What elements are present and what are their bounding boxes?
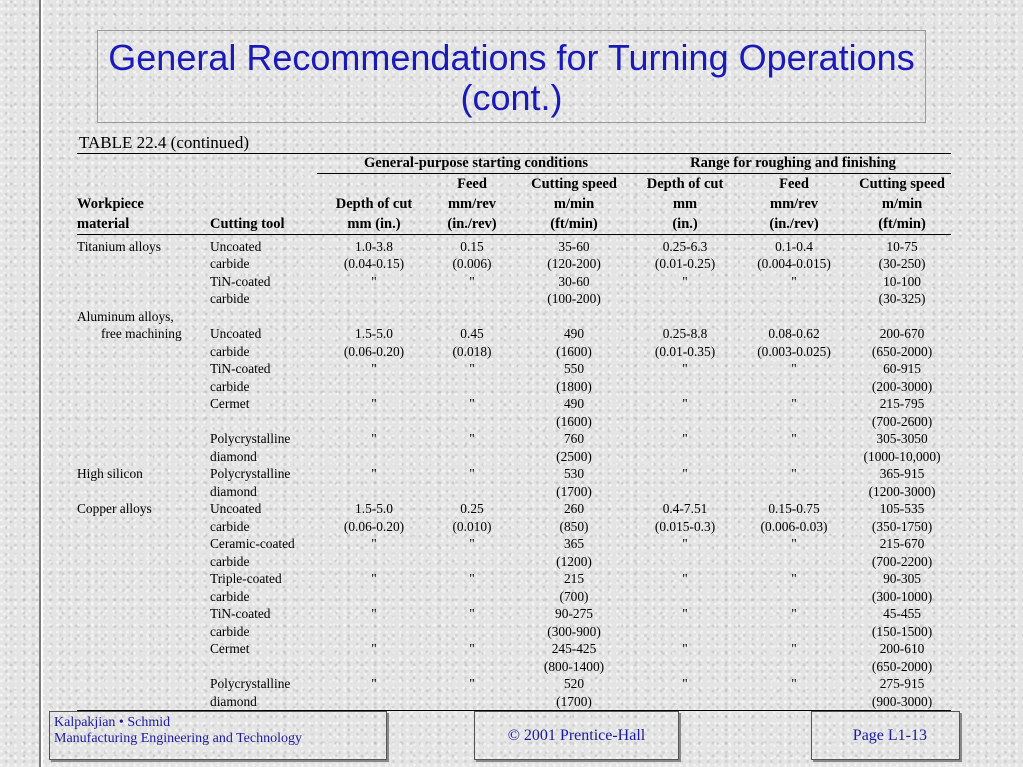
general-depth-cell: " — [371, 361, 377, 376]
range-feed-cell — [735, 378, 853, 396]
table-row — [77, 448, 951, 466]
cutting-tool-cell: Polycrystalline — [210, 431, 291, 446]
col-header: (ft/min) — [513, 214, 635, 235]
range-feed-cell: 0.08-0.62 — [768, 326, 820, 341]
range-depth-cell: 0.25-8.8 — [662, 326, 708, 341]
cutting-tool-cell: carbide — [210, 553, 250, 569]
cutting-tool-cell: carbide — [210, 256, 250, 271]
range-depth-cell: " — [682, 536, 688, 551]
general-feed-cell: 0.15 — [460, 238, 484, 254]
range-depth-cell: " — [682, 466, 688, 481]
cutting-tool-cell: Triple-coated — [210, 571, 282, 586]
col-header: Workpiece — [77, 195, 144, 212]
workpiece-material-cell — [77, 290, 210, 308]
general-speed-cell — [513, 308, 635, 326]
general-feed-cell: " — [469, 361, 475, 376]
range-speed-cell: 10-75 — [886, 238, 918, 254]
general-feed-cell — [431, 693, 513, 711]
range-speed-cell: 200-670 — [879, 326, 925, 341]
table-row — [77, 588, 951, 606]
range-depth-cell — [635, 413, 735, 431]
range-feed-cell: (0.004-0.015) — [757, 256, 831, 271]
table-row — [77, 395, 951, 413]
range-speed-cell: (1000-10,000) — [863, 448, 941, 464]
general-feed-cell — [431, 658, 513, 676]
general-depth-cell: " — [371, 641, 377, 656]
general-speed-cell: 490 — [563, 326, 585, 341]
general-depth-cell: (0.06-0.20) — [343, 343, 405, 359]
general-depth-cell — [317, 483, 431, 501]
general-speed-cell: 530 — [563, 466, 585, 481]
general-speed-cell: (700) — [559, 588, 589, 604]
general-feed-cell: " — [469, 571, 475, 586]
general-feed-cell: " — [469, 606, 475, 621]
workpiece-material-cell — [77, 570, 210, 588]
general-feed-cell: " — [469, 676, 475, 691]
range-depth-cell — [635, 290, 735, 308]
general-feed-cell — [431, 378, 513, 396]
range-feed-cell: (0.006-0.03) — [760, 518, 828, 534]
general-speed-cell: (1700) — [556, 483, 592, 499]
left-margin-bar — [0, 0, 41, 767]
general-depth-cell: " — [371, 273, 377, 289]
range-feed-cell: " — [791, 273, 797, 289]
general-depth-cell — [317, 290, 431, 308]
table-header — [77, 154, 951, 234]
table-row — [77, 640, 951, 658]
group-header-row — [77, 154, 951, 173]
table-row — [77, 675, 951, 693]
range-depth-cell: (0.01-0.35) — [654, 343, 716, 359]
general-depth-cell: (0.04-0.15) — [343, 256, 405, 271]
range-speed-cell: (700-2200) — [871, 553, 933, 569]
general-speed-cell: 215 — [563, 571, 585, 586]
range-speed-cell: (350-1750) — [871, 518, 933, 534]
range-feed-cell: " — [791, 536, 797, 551]
table-row — [77, 413, 951, 431]
table-row — [77, 234, 951, 255]
cutting-tool-cell: carbide — [210, 518, 250, 534]
range-speed-cell: 60-915 — [883, 361, 921, 376]
range-speed-cell: (150-1500) — [871, 623, 933, 639]
table-row — [77, 570, 951, 588]
range-depth-cell — [635, 588, 735, 606]
range-depth-cell: " — [682, 606, 688, 621]
cutting-tool-cell — [210, 658, 317, 676]
general-depth-cell — [317, 308, 431, 326]
workpiece-material-cell — [77, 430, 210, 448]
workpiece-material-cell — [77, 675, 210, 693]
general-speed-cell: 90-275 — [555, 606, 593, 621]
general-speed-cell: (120-200) — [547, 256, 601, 271]
range-speed-cell: (1200-3000) — [868, 483, 936, 499]
range-depth-cell — [635, 448, 735, 466]
table-row — [77, 518, 951, 536]
range-feed-cell: 0.1-0.4 — [775, 238, 813, 254]
cutting-tool-cell: carbide — [210, 623, 250, 639]
table-row — [77, 623, 951, 641]
range-speed-cell — [853, 308, 951, 326]
range-feed-cell — [735, 588, 853, 606]
workpiece-material-cell — [77, 588, 210, 606]
workpiece-material-cell — [77, 413, 210, 431]
cutting-tool-cell: carbide — [210, 291, 250, 306]
general-speed-cell: (1600) — [556, 413, 592, 429]
range-speed-cell: 305-3050 — [876, 431, 928, 446]
range-depth-cell: " — [682, 641, 688, 656]
cutting-tool-cell: diamond — [210, 483, 257, 499]
general-speed-cell: (800-1400) — [543, 658, 605, 674]
general-speed-cell: (100-200) — [547, 291, 601, 306]
cutting-tool-cell: Ceramic-coated — [210, 536, 295, 551]
range-speed-cell: (30-325) — [878, 291, 926, 306]
cutting-tool-cell: Cermet — [210, 641, 250, 656]
workpiece-material-cell — [77, 360, 210, 378]
col-header — [77, 173, 210, 194]
turning-recommendations-table — [77, 154, 951, 711]
range-depth-cell: " — [682, 396, 688, 411]
range-depth-cell — [635, 658, 735, 676]
workpiece-material-cell: Aluminum alloys, — [77, 308, 174, 324]
range-speed-cell: (650-2000) — [871, 658, 933, 674]
general-depth-cell — [317, 448, 431, 466]
general-speed-cell: 35-60 — [558, 238, 590, 254]
slide-title: General Recommendations for Turning Operations (cont.) — [108, 37, 915, 118]
range-feed-cell — [735, 448, 853, 466]
table-row — [77, 343, 951, 361]
range-speed-cell: (900-3000) — [853, 693, 951, 711]
workpiece-material-cell — [77, 640, 210, 658]
footer-book-info — [49, 711, 387, 760]
general-depth-cell: " — [371, 571, 377, 586]
general-feed-cell: " — [469, 641, 475, 656]
general-feed-cell: " — [469, 466, 475, 481]
header-row-3 — [77, 214, 951, 235]
general-speed-cell: 260 — [563, 501, 585, 516]
col-header: (ft/min) — [853, 214, 951, 235]
range-speed-cell: 365-915 — [879, 466, 925, 481]
col-header: m/min — [553, 195, 595, 212]
range-feed-cell: " — [791, 361, 797, 376]
range-feed-cell: " — [791, 641, 797, 656]
header-row-2 — [77, 194, 951, 214]
workpiece-material-cell — [77, 623, 210, 641]
slide-title-box — [97, 30, 926, 123]
range-speed-cell: 105-535 — [879, 501, 925, 516]
range-speed-cell: (650-2000) — [871, 343, 933, 359]
footer-copyright: © 2001 Prentice-Hall — [474, 711, 679, 760]
table-row — [77, 308, 951, 326]
range-feed-cell: " — [791, 431, 797, 446]
workpiece-material-cell — [77, 395, 210, 413]
range-speed-cell: (300-1000) — [871, 588, 933, 604]
general-depth-cell: 1.5-5.0 — [355, 326, 393, 341]
workpiece-material-cell: Titanium alloys — [77, 238, 161, 254]
col-header: Cutting speed — [859, 175, 945, 192]
general-speed-cell: 30-60 — [558, 273, 590, 289]
range-feed-cell — [735, 413, 853, 431]
workpiece-material-cell — [77, 255, 210, 273]
workpiece-material-cell — [77, 378, 210, 396]
general-speed-cell: 245-425 — [551, 641, 597, 656]
col-header: Cutting speed — [531, 175, 617, 192]
cutting-tool-cell: Uncoated — [210, 501, 262, 516]
cutting-tool-cell: TiN-coated — [210, 361, 271, 376]
general-feed-cell: " — [469, 273, 475, 289]
range-feed-cell: 0.15-0.75 — [768, 501, 820, 516]
range-depth-cell: (0.015-0.3) — [654, 518, 716, 534]
general-speed-cell: (850) — [559, 518, 589, 534]
table-row — [77, 500, 951, 518]
general-speed-cell: (300-900) — [547, 623, 601, 639]
table-row — [77, 430, 951, 448]
table-row — [77, 605, 951, 623]
range-speed-cell: (30-250) — [878, 256, 926, 271]
range-feed-cell: " — [791, 396, 797, 411]
general-feed-cell: (0.010) — [452, 518, 492, 534]
col-header: mm/rev — [447, 195, 497, 212]
group-header-general: General-purpose starting conditions — [317, 154, 635, 173]
general-depth-cell: " — [371, 431, 377, 446]
range-depth-cell — [635, 308, 735, 326]
general-depth-cell: 1.5-5.0 — [355, 501, 393, 516]
workpiece-material-cell — [77, 535, 210, 553]
general-speed-cell: (1200) — [556, 553, 592, 569]
range-feed-cell — [735, 658, 853, 676]
general-feed-cell: " — [469, 431, 475, 446]
general-feed-cell — [431, 308, 513, 326]
turning-table-container — [77, 154, 951, 711]
general-depth-cell — [317, 588, 431, 606]
general-feed-cell — [431, 623, 513, 641]
table-row — [77, 693, 951, 711]
workpiece-material-cell: High silicon — [77, 466, 143, 481]
range-depth-cell — [635, 483, 735, 501]
range-feed-cell — [735, 290, 853, 308]
workpiece-material-cell: Copper alloys — [77, 501, 152, 516]
general-feed-cell — [431, 448, 513, 466]
col-header — [210, 194, 317, 214]
range-feed-cell: (0.003-0.025) — [757, 343, 831, 359]
table-row — [77, 273, 951, 291]
general-feed-cell — [431, 413, 513, 431]
range-feed-cell — [735, 483, 853, 501]
cutting-tool-cell: diamond — [210, 693, 317, 711]
table-row — [77, 483, 951, 501]
general-speed-cell: (1800) — [556, 378, 592, 394]
table-row — [77, 535, 951, 553]
general-speed-cell: 550 — [563, 361, 585, 376]
general-depth-cell: 1.0-3.8 — [355, 238, 393, 254]
general-depth-cell — [317, 413, 431, 431]
general-speed-cell: (1600) — [556, 343, 592, 359]
general-depth-cell: " — [371, 536, 377, 551]
range-speed-cell: (200-3000) — [871, 378, 933, 394]
table-caption: TABLE 22.4 (continued) — [79, 133, 250, 152]
cutting-tool-cell: TiN-coated — [210, 273, 271, 289]
range-speed-cell: 215-670 — [879, 536, 925, 551]
range-depth-cell: " — [682, 273, 688, 289]
footer-page-number: Page L1-13 — [811, 711, 960, 760]
general-depth-cell — [317, 553, 431, 571]
general-feed-cell: " — [469, 396, 475, 411]
table-row — [77, 658, 951, 676]
workpiece-material-cell — [77, 448, 210, 466]
general-feed-cell: 0.25 — [460, 501, 484, 516]
general-feed-cell: (0.018) — [452, 343, 492, 359]
general-feed-cell — [431, 553, 513, 571]
cutting-tool-cell: Polycrystalline — [210, 676, 291, 691]
range-feed-cell: " — [791, 606, 797, 621]
workpiece-material-cell — [77, 518, 210, 536]
col-header: Feed — [779, 175, 809, 192]
col-header: Feed — [457, 175, 487, 192]
general-depth-cell — [317, 693, 431, 711]
table-body — [77, 234, 951, 711]
range-speed-cell: (700-2600) — [871, 413, 933, 429]
range-depth-cell: " — [682, 431, 688, 446]
range-feed-cell: " — [791, 571, 797, 586]
general-depth-cell: " — [371, 396, 377, 411]
table-row — [77, 255, 951, 273]
col-header: Cutting tool — [210, 214, 317, 235]
general-depth-cell: (0.06-0.20) — [343, 518, 405, 534]
general-speed-cell: (1700) — [513, 693, 635, 711]
table-row — [77, 378, 951, 396]
cutting-tool-cell: Polycrystalline — [210, 466, 291, 481]
col-header: m/min — [881, 195, 923, 212]
general-feed-cell — [431, 483, 513, 501]
general-speed-cell: 760 — [563, 431, 585, 446]
general-feed-cell: (0.006) — [452, 256, 492, 271]
table-row — [77, 360, 951, 378]
cutting-tool-cell: Uncoated — [210, 238, 262, 254]
range-feed-cell — [735, 308, 853, 326]
workpiece-material-cell — [77, 273, 210, 291]
col-header: mm (in.) — [317, 214, 431, 235]
col-header: Depth of cut — [335, 195, 413, 212]
cutting-tool-cell: carbide — [210, 378, 250, 394]
table-row — [77, 465, 951, 483]
range-feed-cell — [735, 623, 853, 641]
range-depth-cell — [635, 623, 735, 641]
general-speed-cell: 520 — [563, 676, 585, 691]
col-header: mm — [672, 195, 698, 212]
range-feed-cell: " — [791, 676, 797, 691]
general-depth-cell: " — [371, 466, 377, 481]
range-depth-cell: (0.01-0.25) — [654, 256, 716, 271]
table-row — [77, 553, 951, 571]
general-depth-cell — [317, 658, 431, 676]
range-feed-cell — [735, 553, 853, 571]
range-speed-cell: 215-795 — [879, 396, 925, 411]
col-header: (in./rev) — [735, 214, 853, 235]
range-feed-cell — [735, 693, 853, 711]
cutting-tool-cell — [210, 308, 317, 326]
range-depth-cell — [635, 378, 735, 396]
range-speed-cell: 45-455 — [883, 606, 921, 621]
footer-authors: Kalpakjian • Schmid — [54, 715, 171, 730]
range-speed-cell: 90-305 — [883, 571, 921, 586]
workpiece-material-cell — [77, 553, 210, 571]
workpiece-material-cell — [77, 343, 210, 361]
workpiece-material-cell — [77, 483, 210, 501]
general-depth-cell: " — [371, 676, 377, 691]
workpiece-material-cell — [77, 693, 210, 711]
general-depth-cell — [317, 623, 431, 641]
col-header — [210, 173, 317, 194]
workpiece-material-cell — [77, 658, 210, 676]
table-row — [77, 325, 951, 343]
range-speed-cell: 10-100 — [883, 273, 921, 289]
range-depth-cell: " — [682, 676, 688, 691]
cutting-tool-cell: TiN-coated — [210, 606, 271, 621]
range-depth-cell: " — [682, 571, 688, 586]
cutting-tool-cell — [210, 413, 317, 431]
range-feed-cell: " — [791, 466, 797, 481]
col-header: (in.) — [635, 214, 735, 235]
col-header: material — [77, 214, 210, 235]
col-header: Depth of cut — [646, 175, 724, 192]
cutting-tool-cell: carbide — [210, 343, 250, 359]
general-speed-cell: 490 — [563, 396, 585, 411]
range-depth-cell: 0.25-6.3 — [662, 238, 708, 254]
header-row-1 — [77, 173, 951, 194]
general-feed-cell: 0.45 — [460, 326, 484, 341]
general-depth-cell: " — [371, 606, 377, 621]
general-feed-cell — [431, 588, 513, 606]
range-depth-cell: " — [682, 361, 688, 376]
range-speed-cell: 275-915 — [879, 676, 925, 691]
footer-book-title: Manufacturing Engineering and Technology — [54, 731, 302, 746]
cutting-tool-cell: diamond — [210, 448, 257, 464]
range-depth-cell — [635, 693, 735, 711]
col-header: mm/rev — [770, 195, 819, 212]
workpiece-material-cell: free machining — [101, 326, 182, 341]
cutting-tool-cell: Uncoated — [210, 326, 262, 341]
cutting-tool-cell: Cermet — [210, 396, 250, 411]
general-speed-cell: (2500) — [556, 448, 592, 464]
range-depth-cell — [635, 553, 735, 571]
general-depth-cell — [317, 378, 431, 396]
general-speed-cell: 365 — [563, 536, 585, 551]
col-header: (in./rev) — [431, 214, 513, 235]
general-feed-cell: " — [469, 536, 475, 551]
range-depth-cell: 0.4-7.51 — [662, 501, 708, 516]
cutting-tool-cell: carbide — [210, 588, 250, 604]
range-speed-cell: 200-610 — [879, 641, 925, 656]
col-header — [317, 173, 431, 194]
table-row — [77, 290, 951, 308]
general-feed-cell — [431, 290, 513, 308]
group-header-range: Range for roughing and finishing — [635, 154, 951, 173]
workpiece-material-cell — [77, 605, 210, 623]
